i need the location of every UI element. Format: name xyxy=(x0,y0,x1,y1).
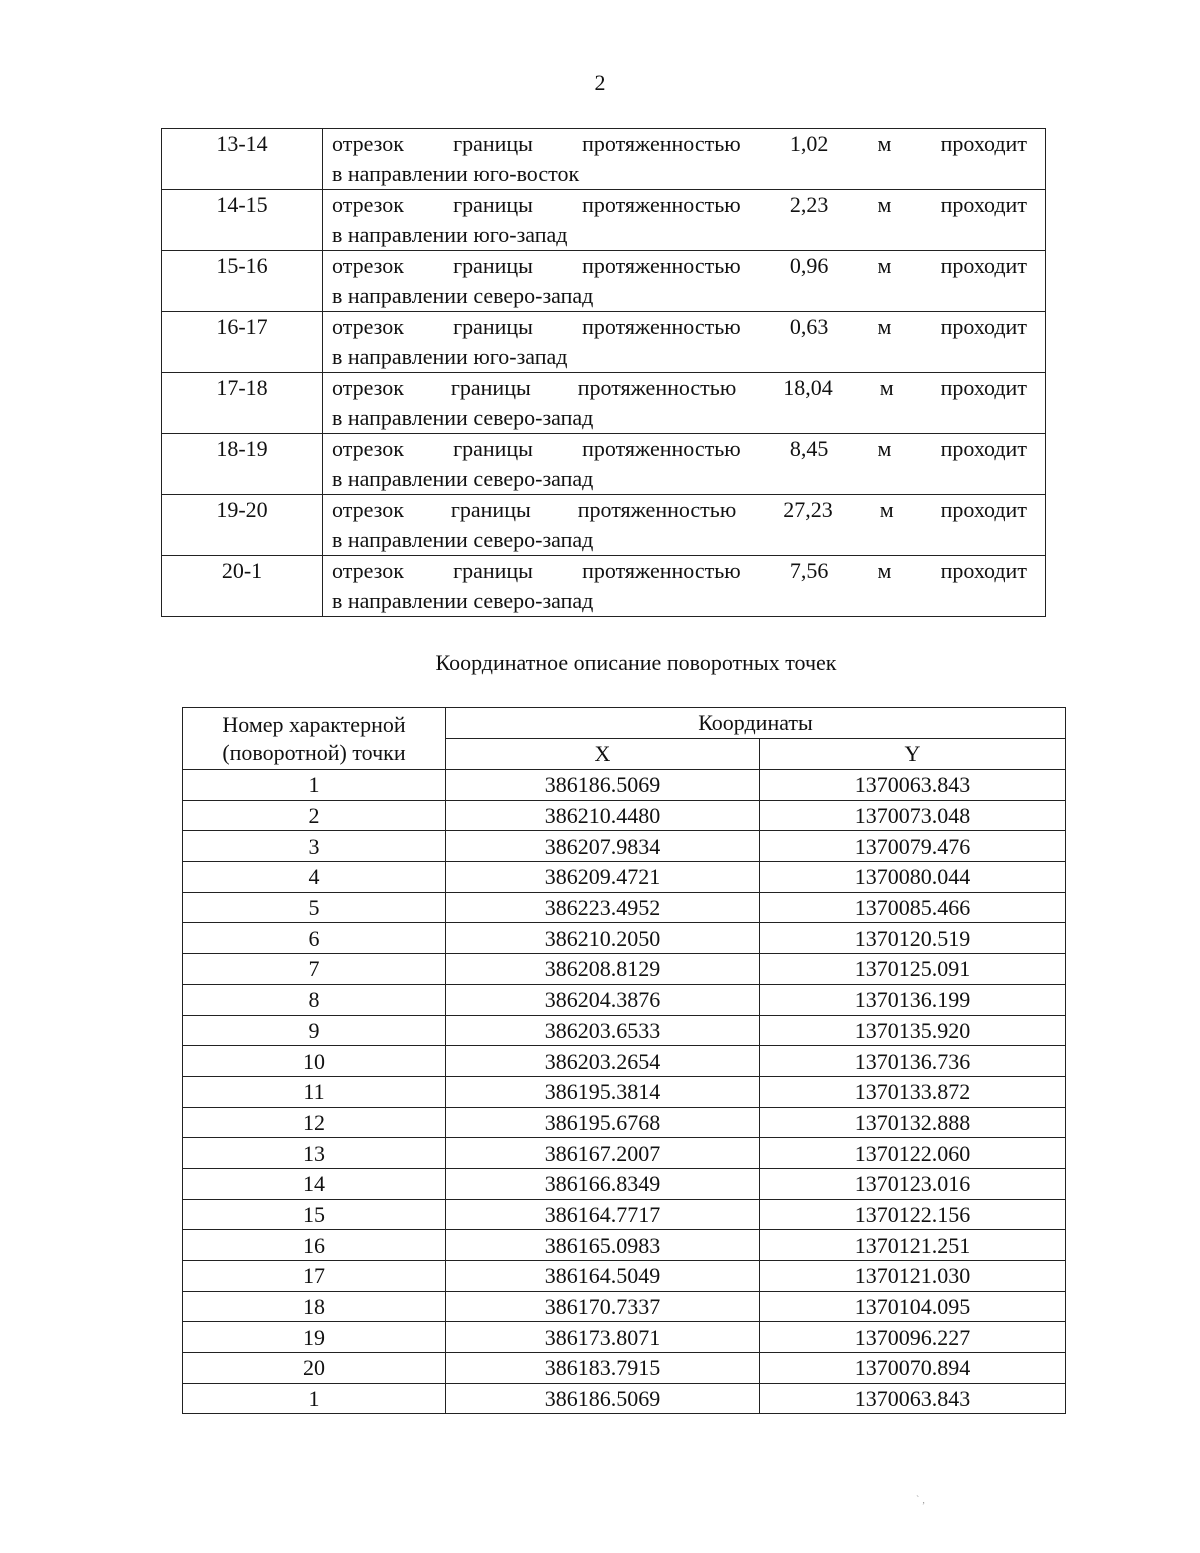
point-number-cell: 9 xyxy=(183,1015,446,1046)
segment-id: 19-20 xyxy=(162,495,323,556)
page-number: 2 xyxy=(594,70,606,95)
segment-word-otrezok: отрезок xyxy=(332,314,404,339)
segment-word-otrezok: отрезок xyxy=(332,375,404,400)
segment-unit: м xyxy=(877,436,892,461)
x-coordinate-cell: 386208.8129 xyxy=(446,954,760,985)
segment-row xyxy=(162,434,1046,495)
x-header: X xyxy=(446,739,760,770)
segment-row xyxy=(162,190,1046,251)
segment-length: 2,23 xyxy=(789,192,829,217)
segment-description xyxy=(323,190,1046,251)
point-number-cell: 13 xyxy=(183,1138,446,1169)
segment-word-otrezok: отрезок xyxy=(332,497,404,522)
segment-word-otrezok: отрезок xyxy=(332,131,404,156)
y-coordinate-cell: 1370132.888 xyxy=(760,1107,1066,1138)
y-coordinate-cell: 1370121.251 xyxy=(760,1230,1066,1261)
scan-specks: ` ‚ xyxy=(916,1495,926,1506)
segment-description-line1 xyxy=(332,434,1027,464)
coordinates-body xyxy=(183,770,1066,1414)
segment-word-granitsy: границы xyxy=(453,253,533,278)
segment-verb: проходит xyxy=(940,131,1027,156)
segment-length: 27,23 xyxy=(783,497,833,522)
segment-id: 13-14 xyxy=(162,129,323,190)
y-coordinate-cell: 1370135.920 xyxy=(760,1015,1066,1046)
point-number-cell: 18 xyxy=(183,1291,446,1322)
segment-word-protyazhennost: протяженностью xyxy=(582,436,741,461)
coordinate-row xyxy=(183,1383,1066,1414)
segment-description-line1 xyxy=(332,556,1027,586)
point-number-cell: 20 xyxy=(183,1353,446,1384)
x-coordinate-cell: 386204.3876 xyxy=(446,984,760,1015)
segment-description xyxy=(323,251,1046,312)
y-coordinate-cell: 1370123.016 xyxy=(760,1168,1066,1199)
x-coordinate-cell: 386186.5069 xyxy=(446,770,760,801)
segment-word-protyazhennost: протяженностью xyxy=(577,497,737,522)
segment-description-line1 xyxy=(332,251,1027,281)
segment-word-otrezok: отрезок xyxy=(332,192,404,217)
segment-direction: в направлении северо-запад xyxy=(332,527,594,552)
segment-row xyxy=(162,312,1046,373)
segment-unit: м xyxy=(877,131,892,156)
point-number-cell: 10 xyxy=(183,1046,446,1077)
x-coordinate-cell: 386210.2050 xyxy=(446,923,760,954)
y-coordinate-cell: 1370121.030 xyxy=(760,1261,1066,1292)
x-coordinate-cell: 386195.3814 xyxy=(446,1076,760,1107)
point-number-header-line1: Номер характерной xyxy=(222,711,406,737)
x-coordinate-cell: 386209.4721 xyxy=(446,862,760,893)
point-number-cell: 12 xyxy=(183,1107,446,1138)
segment-word-protyazhennost: протяженностью xyxy=(582,314,741,339)
segment-word-otrezok: отрезок xyxy=(332,436,404,461)
y-coordinate-cell: 1370136.199 xyxy=(760,984,1066,1015)
x-coordinate-cell: 386164.5049 xyxy=(446,1261,760,1292)
y-coordinate-cell: 1370085.466 xyxy=(760,892,1066,923)
coordinate-row xyxy=(183,800,1066,831)
segment-description xyxy=(323,434,1046,495)
coordinates-section-title: Координатное описание поворотных точек xyxy=(435,650,837,675)
y-coordinate-cell: 1370063.843 xyxy=(760,770,1066,801)
segment-word-granitsy: границы xyxy=(453,131,533,156)
x-coordinate-cell: 386207.9834 xyxy=(446,831,760,862)
coordinate-row xyxy=(183,984,1066,1015)
x-coordinate-cell: 386166.8349 xyxy=(446,1168,760,1199)
segment-direction: в направлении северо-запад xyxy=(332,466,594,491)
segment-word-protyazhennost: протяженностью xyxy=(582,253,741,278)
x-coordinate-cell: 386167.2007 xyxy=(446,1138,760,1169)
boundary-segments-table xyxy=(161,128,1046,617)
segment-word-otrezok: отрезок xyxy=(332,558,404,583)
coordinate-row xyxy=(183,770,1066,801)
y-coordinate-cell: 1370073.048 xyxy=(760,800,1066,831)
coordinate-row xyxy=(183,954,1066,985)
segment-row xyxy=(162,556,1046,617)
point-number-cell: 6 xyxy=(183,923,446,954)
segment-row xyxy=(162,373,1046,434)
coordinate-row xyxy=(183,1199,1066,1230)
segment-unit: м xyxy=(877,558,892,583)
segment-word-granitsy: границы xyxy=(450,375,531,400)
x-coordinate-cell: 386186.5069 xyxy=(446,1383,760,1414)
y-coordinate-cell: 1370104.095 xyxy=(760,1291,1066,1322)
segment-description-line1 xyxy=(332,495,1027,525)
segment-verb: проходит xyxy=(940,436,1027,461)
segment-row xyxy=(162,495,1046,556)
x-coordinate-cell: 386210.4480 xyxy=(446,800,760,831)
coordinate-row xyxy=(183,1168,1066,1199)
segment-verb: проходит xyxy=(940,375,1027,400)
x-coordinate-cell: 386173.8071 xyxy=(446,1322,760,1353)
segment-description-line1 xyxy=(332,312,1027,342)
segment-verb: проходит xyxy=(940,192,1027,217)
segment-unit: м xyxy=(877,192,892,217)
y-coordinate-cell: 1370125.091 xyxy=(760,954,1066,985)
segment-word-granitsy: границы xyxy=(450,497,531,522)
x-coordinate-cell: 386164.7717 xyxy=(446,1199,760,1230)
segment-description-line1 xyxy=(332,373,1027,403)
y-coordinate-cell: 1370120.519 xyxy=(760,923,1066,954)
y-coordinate-cell: 1370136.736 xyxy=(760,1046,1066,1077)
segment-unit: м xyxy=(879,497,894,522)
segment-direction: в направлении юго-запад xyxy=(332,222,568,247)
segment-unit: м xyxy=(877,314,892,339)
segment-description-line1 xyxy=(332,129,1027,159)
segment-direction: в направлении юго-восток xyxy=(332,161,580,186)
y-coordinate-cell: 1370122.156 xyxy=(760,1199,1066,1230)
segment-id: 15-16 xyxy=(162,251,323,312)
segment-verb: проходит xyxy=(940,314,1027,339)
coordinate-row xyxy=(183,1015,1066,1046)
segment-word-protyazhennost: протяженностью xyxy=(582,192,741,217)
coordinate-row xyxy=(183,1107,1066,1138)
x-coordinate-cell: 386203.2654 xyxy=(446,1046,760,1077)
segment-length: 18,04 xyxy=(783,375,833,400)
coordinate-row xyxy=(183,1230,1066,1261)
segment-direction: в направлении северо-запад xyxy=(332,588,594,613)
coordinate-row xyxy=(183,923,1066,954)
point-number-cell: 3 xyxy=(183,831,446,862)
segment-word-otrezok: отрезок xyxy=(332,253,404,278)
x-coordinate-cell: 386195.6768 xyxy=(446,1107,760,1138)
point-number-cell: 15 xyxy=(183,1199,446,1230)
segment-description xyxy=(323,495,1046,556)
segment-word-granitsy: границы xyxy=(453,314,533,339)
segment-description-line1 xyxy=(332,190,1027,220)
header-row-top xyxy=(183,708,1066,739)
segment-description xyxy=(323,129,1046,190)
point-number-cell: 1 xyxy=(183,1383,446,1414)
point-number-cell: 8 xyxy=(183,984,446,1015)
coordinates-table xyxy=(182,707,1066,1414)
y-coordinate-cell: 1370070.894 xyxy=(760,1353,1066,1384)
y-coordinate-cell: 1370080.044 xyxy=(760,862,1066,893)
segment-id: 20-1 xyxy=(162,556,323,617)
coordinate-row xyxy=(183,1261,1066,1292)
coordinates-table-header xyxy=(183,708,1066,770)
segment-id: 18-19 xyxy=(162,434,323,495)
segment-verb: проходит xyxy=(940,497,1027,522)
segment-description xyxy=(323,556,1046,617)
y-coordinate-cell: 1370096.227 xyxy=(760,1322,1066,1353)
coordinate-row xyxy=(183,1046,1066,1077)
point-number-cell: 14 xyxy=(183,1168,446,1199)
y-coordinate-cell: 1370063.843 xyxy=(760,1383,1066,1414)
x-coordinate-cell: 386183.7915 xyxy=(446,1353,760,1384)
segment-direction: в направлении северо-запад xyxy=(332,283,594,308)
segment-verb: проходит xyxy=(940,253,1027,278)
segment-word-granitsy: границы xyxy=(453,436,533,461)
segment-direction: в направлении юго-запад xyxy=(332,344,568,369)
segment-id: 16-17 xyxy=(162,312,323,373)
coordinates-header: Координаты xyxy=(446,708,1066,739)
segment-word-protyazhennost: протяженностью xyxy=(577,375,737,400)
point-number-cell: 7 xyxy=(183,954,446,985)
segment-length: 7,56 xyxy=(789,558,829,583)
segment-unit: м xyxy=(877,253,892,278)
y-coordinate-cell: 1370122.060 xyxy=(760,1138,1066,1169)
coordinate-row xyxy=(183,831,1066,862)
coordinate-row xyxy=(183,1291,1066,1322)
x-coordinate-cell: 386165.0983 xyxy=(446,1230,760,1261)
segment-word-granitsy: границы xyxy=(453,558,533,583)
point-number-cell: 1 xyxy=(183,770,446,801)
segment-id: 14-15 xyxy=(162,190,323,251)
coordinate-row xyxy=(183,892,1066,923)
point-number-header-line2: (поворотной) точки xyxy=(222,739,406,765)
point-number-cell: 2 xyxy=(183,800,446,831)
y-coordinate-cell: 1370079.476 xyxy=(760,831,1066,862)
segment-row xyxy=(162,251,1046,312)
x-coordinate-cell: 386170.7337 xyxy=(446,1291,760,1322)
segment-length: 8,45 xyxy=(789,436,829,461)
segment-description xyxy=(323,312,1046,373)
segments-body xyxy=(162,129,1046,617)
point-number-cell: 4 xyxy=(183,862,446,893)
segment-length: 0,96 xyxy=(789,253,829,278)
x-coordinate-cell: 386203.6533 xyxy=(446,1015,760,1046)
segment-length: 1,02 xyxy=(789,131,829,156)
point-number-cell: 16 xyxy=(183,1230,446,1261)
segment-direction: в направлении северо-запад xyxy=(332,405,594,430)
point-number-cell: 5 xyxy=(183,892,446,923)
segment-length: 0,63 xyxy=(789,314,829,339)
coordinate-row xyxy=(183,1322,1066,1353)
segment-id: 17-18 xyxy=(162,373,323,434)
coordinate-row xyxy=(183,1353,1066,1384)
y-header: Y xyxy=(760,739,1066,770)
segment-unit: м xyxy=(879,375,894,400)
segment-verb: проходит xyxy=(940,558,1027,583)
x-coordinate-cell: 386223.4952 xyxy=(446,892,760,923)
point-number-cell: 17 xyxy=(183,1261,446,1292)
y-coordinate-cell: 1370133.872 xyxy=(760,1076,1066,1107)
point-number-cell: 11 xyxy=(183,1076,446,1107)
segment-word-protyazhennost: протяженностью xyxy=(582,558,741,583)
segment-word-protyazhennost: протяженностью xyxy=(582,131,741,156)
segment-word-granitsy: границы xyxy=(453,192,533,217)
coordinate-row xyxy=(183,1138,1066,1169)
coordinate-row xyxy=(183,1076,1066,1107)
segment-description xyxy=(323,373,1046,434)
point-number-header xyxy=(183,708,446,770)
point-number-cell: 19 xyxy=(183,1322,446,1353)
segment-row xyxy=(162,129,1046,190)
coordinate-row xyxy=(183,862,1066,893)
